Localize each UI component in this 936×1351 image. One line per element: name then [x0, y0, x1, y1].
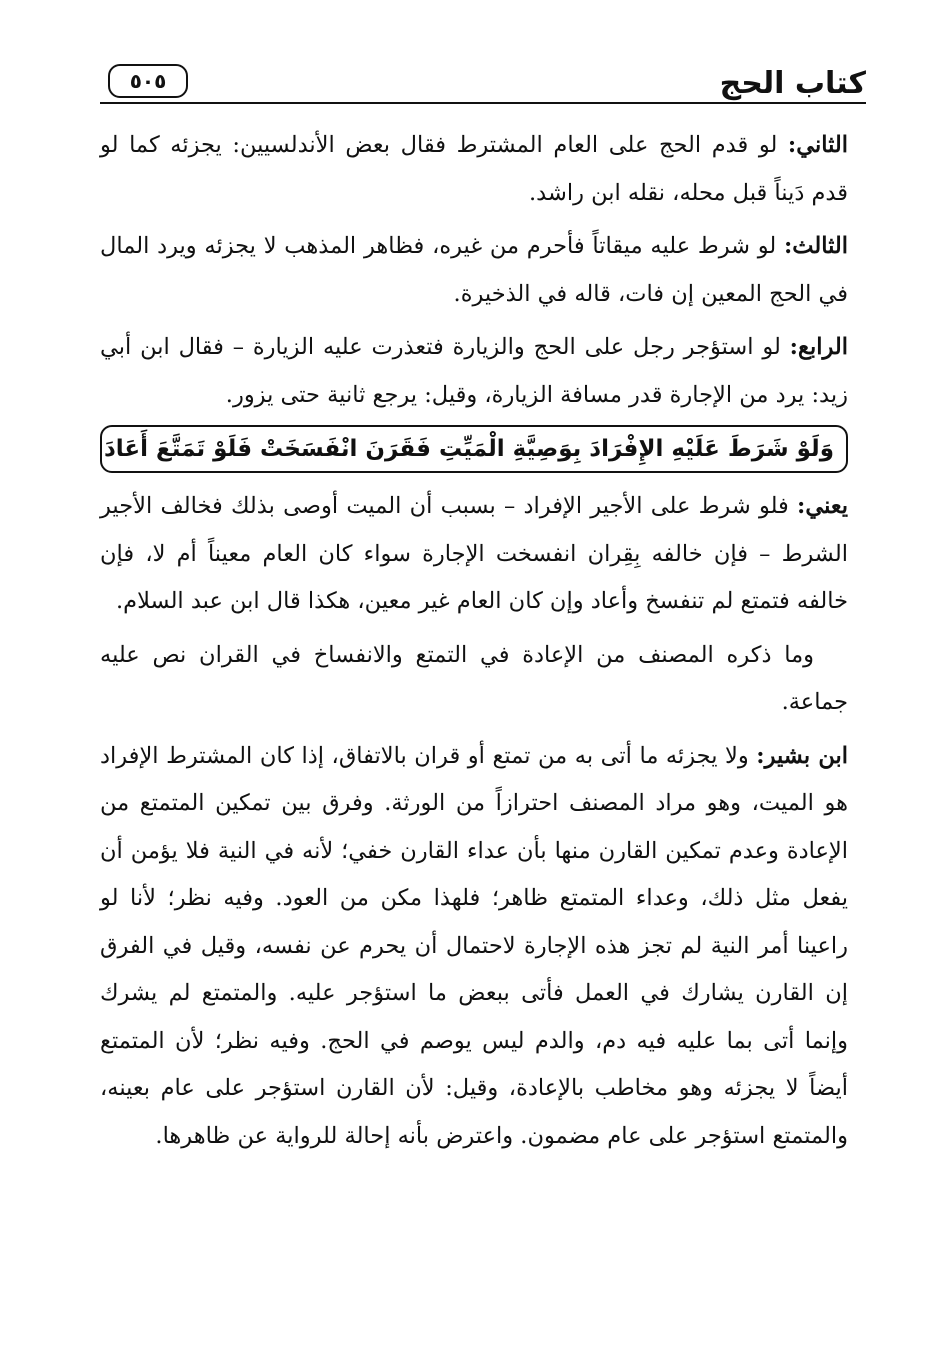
paragraph-lead: الثالث: [784, 233, 849, 259]
page-number: ٥٠٥ [108, 64, 188, 98]
paragraph-third [100, 223, 848, 318]
commentary-note [100, 632, 848, 727]
paragraph-text: فلو شرط على الأجير الإفراد – بسبب أن الميت أوصى بذلك فخالف الأجير الشرط – فإن خالفه بِقِران انفسخت الإجارة سواء كان العام معيناً أم لا، فإن خالفه فتمتع لم تنفسخ وأعاد وإن كان العام غير معين، هكذا قال ابن عبد السلام. [100, 493, 848, 614]
running-head: كتاب الحج [719, 66, 866, 101]
paragraph-lead: الرابع: [789, 334, 848, 360]
paragraph-fourth [100, 324, 848, 419]
paragraph-text: لو شرط عليه ميقاتاً فأحرم من غيره، فظاهر المذهب لا يجزئه ويرد المال في الحج المعين إن فات، قاله في الذخيرة. [100, 233, 848, 307]
commentary-ibn-bashir [100, 733, 848, 1161]
paragraph-second [100, 122, 848, 217]
paragraph-text: وما ذكره المصنف من الإعادة في التمتع والانفساخ في القران نص عليه جماعة. [100, 641, 848, 715]
paragraph-lead: الثاني: [787, 132, 848, 158]
paragraph-text: ولا يجزئه ما أتى به من تمتع أو قران بالاتفاق، إذا كان المشترط الإفراد هو الميت، وهو مراد المصنف احترازاً من الورثة. وفرق بين تمكين المتمتع من الإعادة وعدم تمكين القارن منها بأن عداء القارن خفي؛ لأنه في النية فلا يؤمن أن يفعل مثل ذلك، وعداء المتمتع ظاهر؛ فلهذا مكن من العود. وفيه نظر؛ لأنا لو راعينا أمر النية لم تجز هذه الإجارة لاحتمال أن يحرم عن نفسه، وقيل في الفرق إن القارن يشارك في العمل فأتى ببعض ما استؤجر عليه. والمتمتع لم يشرك وإنما أتى بما عليه فيه دم، والدم ليس يوصم في الحج. وفيه نظر؛ لأن المتمتع أيضاً لا يجزئه وهو مخاطب بالإعادة، وقيل: لأن القارن استؤجر على عام بعينه، والمتمتع استؤجر على عام مضمون. واعترض بأنه إحالة للرواية عن ظاهرها. [100, 742, 848, 1149]
paragraph-text: لو قدم الحج على العام المشترط فقال بعض الأندلسيين: يجزئه كما لو قدم دَيناً قبل محله، نقله ابن راشد. [100, 132, 848, 206]
commentary-explanation [100, 483, 848, 626]
paragraph-lead: يعني: [797, 493, 848, 519]
page-header [100, 60, 866, 108]
page-body [100, 122, 848, 1166]
paragraph-lead: ابن بشير: [756, 742, 849, 769]
paragraph-text: لو استؤجر رجل على الحج والزيارة فتعذرت عليه الزيارة – فقال ابن أبي زيد: يرد من الإجارة قدر مسافة الزيارة، وقيل: يرجع ثانية حتى يزور. [100, 334, 848, 408]
matn-quote-box: وَلَوْ شَرَطَ عَلَيْهِ الإِفْرَادَ بِوَصِيَّةِ الْمَيِّتِ فَقَرَنَ انْفَسَخَتْ فَلَوْ تَمَتَّعَ أَعَادَ [100, 425, 848, 473]
header-rule [100, 102, 866, 104]
